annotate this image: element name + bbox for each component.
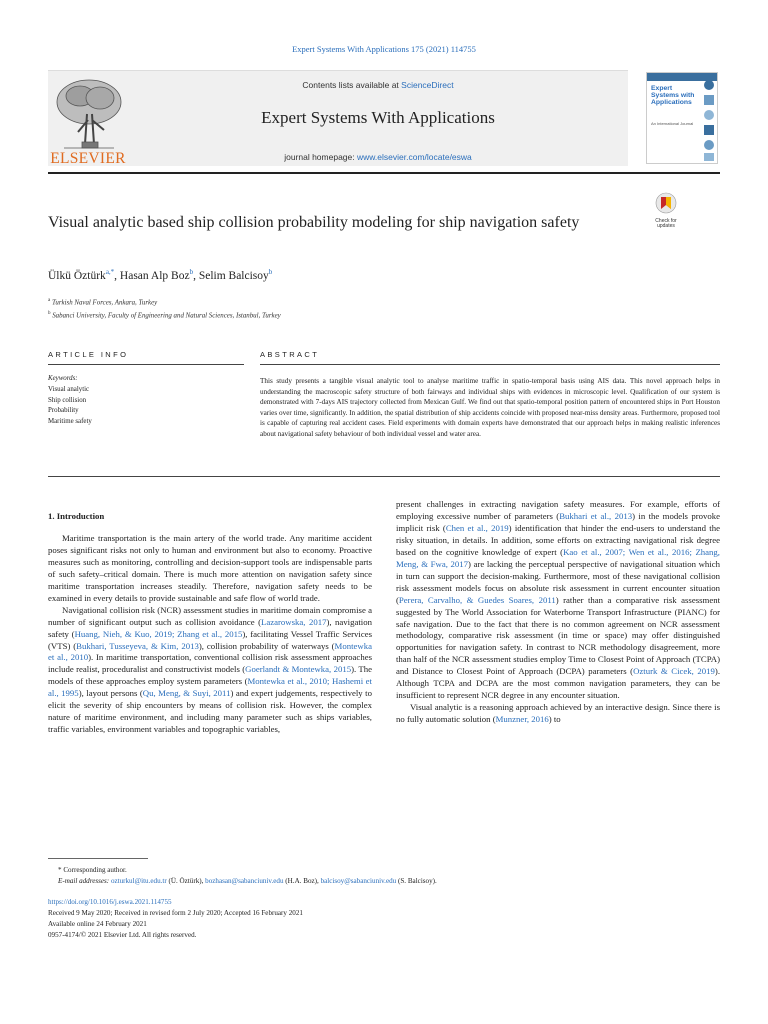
cover-title: Expert Systems with Applications	[651, 85, 695, 106]
article-info-heading: ARTICLE INFO	[48, 350, 129, 359]
check-updates-label: Check for updates	[655, 217, 677, 229]
body-column-left	[48, 511, 372, 736]
check-for-updates-badge[interactable]	[646, 192, 686, 232]
keyword-item: Visual analytic	[48, 385, 90, 393]
affiliation-mark: b	[48, 311, 51, 317]
copyright-line: 0957-4174/© 2021 Elsevier Ltd. All rights reserved.	[48, 931, 197, 939]
body-paragraph: Visual analytic is a reasoning approach achieved by an interactive design. Since there is no fully automatic solution (Munzner, 2016) to	[396, 702, 720, 725]
body-paragraph: Navigational collision risk (NCR) assessment studies in maritime domain compromise a number of significant output such as collision avoidance (Lazarowska, 2017), navigation safety (Huang, Nieh, & Kuo, 2019; Zhang et al., 2015), facilitating Vessel Traffic Services (VTS) (Bukhari, Tusseyeva, & Kim, 2013), collision probability of waterways (Montewka et al., 2010). In maritime transportation, conventional collision risk assessment approaches include realist, proceduralist and constructivist models (Goerlandt & Montewka, 2015). The models of these approaches employ system parameters (Montewka et al., 2010; Hashemi et al., 1995), layout persons (Qu, Meng, & Suyi, 2011) and expert judgements, respectively to elicit the severity of ship encounters by means of collision risk. However, the complex nature of maritime environment, and including many parameter such as ships variables, traffic variables, environment variables and topographic variables,	[48, 604, 373, 735]
publisher-name: ELSEVIER	[50, 150, 126, 167]
author-name[interactable]: Hasan Alp Boz	[119, 269, 190, 282]
email-link[interactable]: ozturkul@itu.edu.tr	[110, 877, 167, 885]
abstract-text: This study presents a tangible visual analytic tool to analyse maritime traffic in spatio-temporal basis using AIS data. This novel approach helps in understanding the macroscopic safety structure of both fairways and individual ships with evidences in microscopic level. Qualification of our system is demonstrated with 7-days AIS trajectory collected from Mexican Gulf. We find out that spatio-temporal position pattern of encountered ships in Port Houston varies over time, significantly. In addition, the spatial distribution of ship accidents coincide with proposed near-miss density areas. Furthermore, proposed tool is capable of capturing real accident cases. Field experiments with domain experts have demonstrated that our approach helps in making realistic inferences about navigational safety behaviour of both individual vessel and water area.	[260, 377, 720, 438]
citation-link[interactable]: Bukhari et al., 2013	[559, 510, 633, 521]
keywords-label: Keywords:	[48, 375, 78, 382]
section-heading: 1. Introduction	[48, 511, 105, 521]
article-title: Visual analytic based ship collision probability modeling for ship navigation safety	[48, 214, 580, 231]
author-affiliation-mark[interactable]: a,*	[105, 268, 115, 276]
email-label: E-mail addresses:	[58, 877, 111, 885]
check-updates-icon	[655, 192, 677, 216]
journal-citation[interactable]: Expert Systems With Applications 175 (2021) 114755	[292, 44, 476, 54]
citation-link[interactable]: Huang, Nieh, & Kuo, 2019; Zhang et al., 2015	[74, 628, 243, 639]
journal-cover-thumbnail[interactable]	[646, 72, 718, 164]
keyword-item: Ship collision	[48, 396, 87, 404]
author-name[interactable]: Selim Balcisoy	[198, 269, 269, 282]
body-paragraph: Maritime transportation is the main artery of the world trade. Any maritime accident poses significant risks not only to human and environment but also to economy. Proactive measures such as monitoring, controlling and decision-support tools are indispensable parts of such safety–critical domain. There is much more attention on navigation safety since maritime transportation increases steadily. Therefore, navigation safety needs to be examined in every details to provide sustainable and safe flow of world trade.	[48, 532, 372, 603]
body-paragraph: present challenges in extracting navigation safety measures. For example, efforts of employing excessive number of parameters (Bukhari et al., 2013) in the models provoke implicit risk (Chen et al., 2019) identification that hinder the end-users to understand the risky situation, in details. In addition, some efforts on extracting navigational risk degree based on the cognitive knowledge of expert (Kao et al., 2007; Wen et al., 2016; Zhang, Meng, & Fwa, 2017) are lacking the perceptual perspective of navigational situation which in turn can support the decision-making. Furthermore, most of these navigational collision risk assessment models focus on absolute risk assessment in current encounter situation (Perera, Carvalho, & Guedes Soares, 2011) rather than a comparative risk assessment suggested by The World Association for Waterborne Transport Infrastructure (PIANC) for safe navigation. Due to the fact that there is no common agreement on NCR assessment methodology, comparative risk assessment (in time or space) may offer distinguished opportunities for navigation safety. In contrast to NCR methodology disagreement, more than half of the NCR assessment studies employ Time to Closest Point of Approach (TCPA) and Distance to Closest Point of Approach (DCPA) parameters (Ozturk & Cicek, 2019). Although TCPA and DCPA are the most common navigation parameters, they can be insufficient to represent NCR degree in any encounter situation.	[396, 499, 721, 701]
email-addresses: E-mail addresses: ozturkul@itu.edu.tr (Ü. Öztürk), bozhasan@sabanciuniv.edu (H.A. Boz), balcisoy@sabanciuniv.edu (S. Balcisoy).	[58, 877, 437, 885]
citation-link[interactable]: Bukhari, Tusseyeva, & Kim, 2013	[76, 640, 199, 651]
abstract-heading: ABSTRACT	[260, 350, 320, 359]
cover-subtitle: An International Journal	[651, 121, 694, 126]
available-online: Available online 24 February 2021	[48, 920, 147, 928]
abstract-bottom-rule	[48, 476, 720, 477]
cover-pattern-icon	[701, 77, 717, 163]
email-link[interactable]: bozhasan@sabanciuniv.edu	[205, 877, 284, 885]
journal-title: Expert Systems With Applications	[261, 108, 495, 127]
affiliation-item	[48, 295, 648, 308]
homepage-line	[128, 152, 628, 162]
citation-link[interactable]: Chen et al., 2019	[445, 522, 509, 533]
article-info-rule	[48, 364, 244, 365]
sciencedirect-link[interactable]: ScienceDirect	[401, 80, 454, 90]
affiliations	[48, 295, 648, 322]
publication-details	[48, 897, 728, 941]
citation-link[interactable]: Qu, Meng, & Suyi, 2011	[142, 688, 231, 699]
email-link[interactable]: balcisoy@sabanciuniv.edu	[320, 877, 397, 885]
author-name[interactable]: Ülkü Öztürk	[48, 269, 106, 282]
contents-prefix: Contents lists available at	[302, 80, 402, 90]
masthead-rule	[48, 172, 720, 174]
keyword-item: Probability	[48, 407, 79, 415]
citation-link[interactable]: Perera, Carvalho, & Guedes Soares, 2011	[398, 594, 556, 605]
citation-link[interactable]: Munzner, 2016	[495, 714, 549, 725]
citation-link[interactable]: Kao et al., 2007; Wen et al., 2016; Zhang, Meng, & Fwa, 2017	[396, 546, 720, 569]
citation-link[interactable]: Goerlandt & Montewka, 2015	[245, 664, 352, 675]
citation-link[interactable]: Ozturk & Cicek, 2019	[633, 666, 715, 677]
abstract-rule	[260, 364, 720, 365]
keywords-block	[48, 374, 238, 428]
corresponding-author-note: * Corresponding author.	[58, 866, 127, 874]
body-column-right	[396, 499, 720, 726]
doi-link[interactable]: https://doi.org/10.1016/j.eswa.2021.114755	[48, 898, 172, 906]
author-affiliation-mark[interactable]: b	[189, 268, 194, 276]
footnotes	[48, 865, 728, 887]
affiliation-text: Sabanci University, Faculty of Engineering and Natural Sciences, Istanbul, Turkey	[52, 312, 281, 320]
affiliation-item	[48, 308, 648, 321]
keyword-item: Maritime safety	[48, 418, 92, 426]
homepage-prefix: journal homepage:	[284, 152, 357, 162]
affiliation-mark: a	[48, 298, 51, 303]
author-list: Ülkü Öztürk$^{a,*}$, Hasan Alp Boz$^b$, Selim Balcisoy$^b$	[48, 268, 273, 282]
citation-link[interactable]: Montewka et al., 2010; Hashemi et al., 1995	[48, 676, 372, 699]
citation-link[interactable]: Montewka et al., 2010	[48, 640, 372, 663]
citation-link[interactable]: Lazarowska, 2017	[261, 616, 327, 627]
footnote-rule	[48, 858, 148, 859]
received-dates: Received 9 May 2020; Received in revised form 2 July 2020; Accepted 16 February 2021	[48, 909, 303, 917]
affiliation-text: Turkish Naval Forces, Ankara, Turkey	[51, 299, 158, 307]
homepage-link[interactable]: www.elsevier.com/locate/eswa	[356, 152, 472, 162]
contents-line	[128, 80, 628, 90]
author-affiliation-mark[interactable]: b	[268, 268, 273, 276]
